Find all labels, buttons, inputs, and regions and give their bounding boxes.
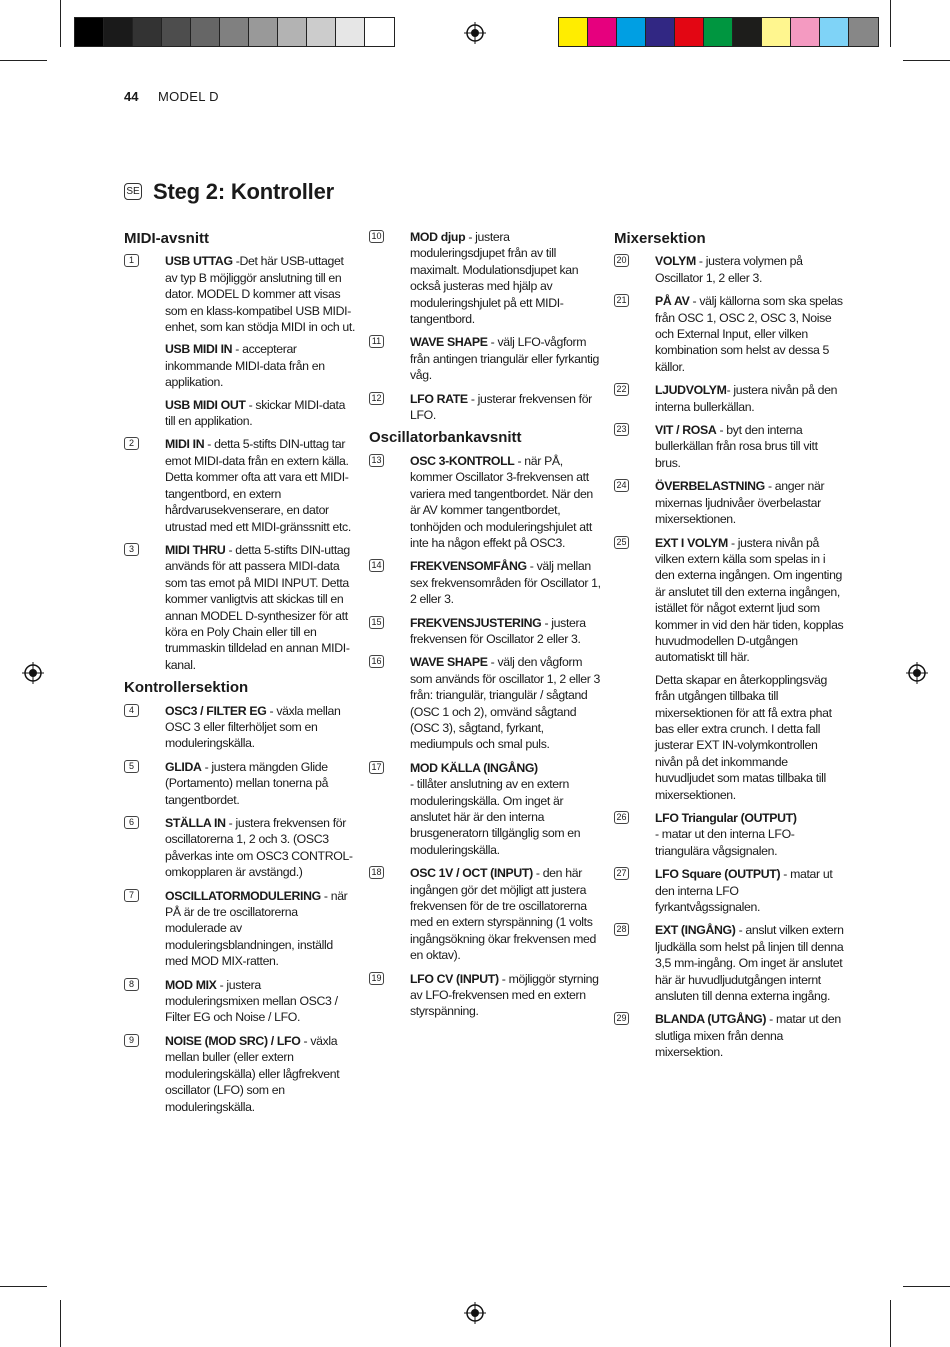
color-swatch	[191, 18, 220, 46]
item-number: 19	[369, 972, 384, 985]
item-text: - när PÅ är de tre oscillatorerna modulerade av moduleringsblandningen, inställd med MOD MIX-ratten.	[165, 888, 348, 969]
item-text: - matar ut den interna LFO-triangulära vågsignalen.	[655, 827, 795, 858]
list-item	[369, 391, 601, 424]
item-number: 9	[124, 1034, 139, 1047]
item-text: - justera frekvensen för Oscillator 2 eller 3.	[410, 615, 586, 646]
color-swatch	[249, 18, 278, 46]
item-number: 4	[124, 704, 139, 717]
item-keyword: WAVE SHAPE	[410, 335, 488, 350]
running-title: MODEL D	[158, 89, 219, 104]
crop-mark	[890, 1300, 891, 1347]
item-number: 12	[369, 392, 384, 405]
list-item	[614, 810, 846, 859]
color-swatch	[704, 18, 733, 46]
column-3	[614, 229, 846, 1068]
item-number: 23	[614, 423, 629, 436]
item-number: 22	[614, 383, 629, 396]
item-keyword: LJUDVOLYM	[655, 383, 727, 398]
item-keyword: EXT I VOLYM	[655, 535, 728, 550]
item-keyword: GLIDA	[165, 759, 202, 774]
item-number: 7	[124, 889, 139, 902]
list-item	[614, 1011, 846, 1060]
item-keyword: PÅ AV	[655, 294, 690, 309]
item-keyword: LFO Triangular (OUTPUT)	[655, 811, 797, 825]
item-number: 3	[124, 543, 139, 556]
item-keyword: USB UTTAG	[165, 254, 233, 269]
item-number: 21	[614, 294, 629, 307]
item-number: 10	[369, 230, 384, 243]
item-text: - växla mellan OSC 3 eller filterhöljet som en moduleringskälla.	[165, 703, 341, 751]
list-item	[369, 453, 601, 551]
crop-mark	[0, 60, 47, 61]
item-text: - justerar frekvensen för LFO.	[410, 391, 592, 423]
item-text: - detta 5-stifts DIN-uttag används för att passera MIDI-data som tas emot på MIDI INPUT. Detta kommer vanligtvis att skickas till en annan MODEL D-synthesizer för att köra en Poly Chain eller till en trummaskin tilldelad en annan MIDI-kanal.	[165, 542, 350, 672]
crop-mark	[890, 0, 891, 47]
item-keyword: LFO RATE	[410, 391, 468, 406]
item-text: - anslut vilken extern ljudkälla som helst på linjen till denna 3,5 mm-ingång. Om inget är anslutet här är huvudljudutgången internt ansluten till denna externa ingång.	[655, 923, 844, 1004]
item-text: - när PÅ, kommer Oscillator 3-frekvensen att variera med tangentbordet. När den är AV kommer tangentbordet, tonhöjden och moduleringshjulet att inte ha någon effekt på OSC3.	[410, 453, 593, 550]
list-item	[614, 922, 846, 1004]
color-swatch	[733, 18, 762, 46]
color-swatch	[675, 18, 704, 46]
item-keyword: WAVE SHAPE	[410, 655, 488, 670]
item-number: 27	[614, 867, 629, 880]
registration-mark-icon	[464, 22, 486, 44]
list-item	[124, 888, 356, 970]
list-item	[124, 253, 356, 429]
item-keyword: ÖVERBELASTNING	[655, 479, 765, 494]
section-heading: MIDI-avsnitt	[124, 230, 210, 247]
item-number: 24	[614, 479, 629, 492]
item-text: - matar ut den interna LFO fyrkantvågssignalen.	[655, 867, 833, 915]
item-keyword: MOD djup	[410, 230, 466, 244]
registration-mark-icon	[464, 1302, 486, 1324]
column-2	[369, 229, 601, 1027]
list-item	[614, 478, 846, 527]
list-item	[369, 615, 601, 648]
registration-mark-icon	[906, 662, 928, 684]
registration-mark-icon	[22, 662, 44, 684]
list-item	[614, 422, 846, 471]
crop-mark	[903, 1286, 950, 1287]
item-number: 29	[614, 1012, 629, 1025]
item-number: 2	[124, 437, 139, 450]
color-swatch	[162, 18, 191, 46]
item-text: - accepterar inkommande MIDI-data från en applikation.	[165, 342, 325, 390]
color-swatch	[336, 18, 365, 46]
item-keyword: FREKVENSJUSTERING	[410, 615, 542, 630]
item-text: - tillåter anslutning av en extern moduleringskälla. Om inget är anslutet här är den interna brusgeneratorn tillgänglig som en moduleringskälla.	[410, 777, 581, 857]
item-keyword: OSC 3-KONTROLL	[410, 453, 515, 468]
list-item	[124, 703, 356, 752]
item-keyword: MIDI IN	[165, 437, 205, 452]
list-item	[124, 542, 356, 673]
item-text: Detta skapar en återkopplingsväg från utgången tillbaka till mixersektionen för att få extra phat bas eller extra crunch. I detta fall justerar EXT IN-volymkontrollen nivån på det inkommande huvudljudet som matas tillbaka till mixersektionen.	[655, 672, 832, 802]
item-keyword: USB MIDI OUT	[165, 397, 246, 412]
list-item	[614, 866, 846, 915]
list-item	[124, 436, 356, 534]
item-number: 13	[369, 454, 384, 467]
item-text: - justera mängden Glide (Portamento) mellan tonerna på tangentbordet.	[165, 759, 329, 807]
color-swatch	[559, 18, 588, 46]
color-swatch	[104, 18, 133, 46]
item-text: - justera volymen på Oscillator 1, 2 eller 3.	[655, 254, 803, 285]
item-number: 14	[369, 559, 384, 572]
list-item	[369, 971, 601, 1020]
item-keyword: OSC 1V / OCT (INPUT)	[410, 866, 533, 881]
item-number: 1	[124, 254, 139, 267]
section-heading: Mixersektion	[614, 230, 706, 247]
item-keyword: MIDI THRU	[165, 542, 226, 557]
item-number: 25	[614, 536, 629, 549]
list-item	[369, 760, 601, 858]
list-item	[614, 382, 846, 415]
item-keyword: OSCILLATORMODULERING	[165, 888, 321, 903]
list-item	[124, 815, 356, 881]
item-keyword: VIT / ROSA	[655, 423, 717, 438]
crop-mark	[60, 0, 61, 47]
item-number: 5	[124, 760, 139, 773]
item-number: 20	[614, 254, 629, 267]
crop-mark	[0, 1286, 47, 1287]
item-number: 6	[124, 816, 139, 829]
item-text: - möjliggör styrning av LFO-frekvensen med en extern styrspänning.	[410, 971, 599, 1019]
item-number: 26	[614, 811, 629, 824]
item-keyword: MOD KÄLLA (INGÅNG)	[410, 760, 538, 775]
item-text: -Det här USB-uttaget av typ B möjliggör anslutning till en dator. MODEL D kommer att visas som en klass-kompatibel USB MIDI-enhet, som kan stödja MIDI in och ut.	[165, 254, 356, 335]
list-item	[369, 229, 601, 327]
section-heading: Kontrollersektion	[124, 679, 249, 697]
color-swatch	[849, 18, 878, 46]
crop-mark	[60, 1300, 61, 1347]
item-text: - justera moduleringsdjupet från av till maximalt. Modulationsdjupet kan också justeras med hjälp av moduleringshjulet på ett MIDI-tangentbord.	[410, 230, 579, 327]
item-number: 11	[369, 335, 384, 348]
color-swatch	[646, 18, 675, 46]
list-item	[614, 253, 846, 286]
list-item	[124, 977, 356, 1026]
item-text: - välj den vågform som används för oscillator 1, 2 eller 3 från: triangulär, triangulär / sågtand (OSC 1 och 2), omvänd sågtand (OSC 3), sågtand, fyrkant, mediumpuls och smal puls.	[410, 655, 601, 752]
color-swatch	[307, 18, 336, 46]
list-item	[369, 558, 601, 607]
page-number: 44	[124, 89, 139, 104]
color-bar	[558, 17, 879, 47]
list-item	[124, 759, 356, 808]
item-keyword: LFO Square (OUTPUT)	[655, 867, 781, 882]
item-text: - växla mellan buller (eller extern moduleringskälla) eller lågfrekvent oscillator (LFO) som en moduleringskälla.	[165, 1033, 340, 1114]
color-swatch	[75, 18, 104, 46]
item-keyword: NOISE (MOD SRC) / LFO	[165, 1033, 301, 1048]
item-number: 16	[369, 655, 384, 668]
item-number: 18	[369, 866, 384, 879]
item-text: - justera frekvensen för oscillatorerna 1, 2 och 3. (OSC3 påverkas inte om OSC3 CONTROL-omkopplaren är avstängd.)	[165, 816, 353, 880]
item-text: - anger när mixernas ljudnivåer överbelastar mixersektionen.	[655, 479, 825, 527]
grayscale-bar	[74, 17, 395, 47]
color-swatch	[762, 18, 791, 46]
color-swatch	[220, 18, 249, 46]
list-item	[369, 865, 601, 963]
item-number: 15	[369, 616, 384, 629]
list-item	[369, 334, 601, 383]
item-number: 8	[124, 978, 139, 991]
crop-mark	[903, 60, 950, 61]
item-text: - detta 5-stifts DIN-uttag tar emot MIDI-data från en extern källa. Detta kommer ofta att vara ett MIDI-tangentbord, en extern hårdvarusekvenserare, en dator utrustad med ett MIDI-gränssnitt etc.	[165, 437, 351, 534]
list-item	[614, 293, 846, 375]
list-item	[369, 654, 601, 752]
color-swatch	[791, 18, 820, 46]
color-swatch	[588, 18, 617, 46]
item-keyword: VOLYM	[655, 254, 696, 269]
list-item	[614, 535, 846, 804]
item-text: - välj källorna som ska spelas från OSC 1, OSC 2, OSC 3, Noise och External Input, eller vilken kombination som helst av dessa 5 källor.	[655, 294, 843, 374]
item-keyword: BLANDA (UTGÅNG)	[655, 1012, 767, 1027]
item-keyword: USB MIDI IN	[165, 342, 233, 357]
item-keyword: FREKVENSOMFÅNG	[410, 559, 527, 574]
item-keyword: MOD MIX	[165, 977, 217, 992]
item-keyword: EXT (INGÅNG)	[655, 923, 736, 938]
color-swatch	[820, 18, 849, 46]
item-text: - skickar MIDI-data till en applikation.	[165, 397, 346, 429]
item-text: - välj mellan sex frekvensområden för Oscillator 1, 2 eller 3.	[410, 559, 601, 607]
item-text: - justera nivån på vilken extern källa som spelas in i den externa ingången. Om ingenting är anslutet till den externa ingången, istället för något externt ljud som kommer in vid den här tiden, kopplas huvudmodellen D-utgången automatiskt till här.	[655, 535, 844, 665]
item-text: - matar ut den slutliga mixen från denna mixersektion.	[655, 1012, 841, 1060]
item-keyword: STÄLLA IN	[165, 816, 226, 830]
item-number: 28	[614, 923, 629, 936]
column-1	[124, 229, 356, 1122]
color-swatch	[617, 18, 646, 46]
color-swatch	[133, 18, 162, 46]
color-swatch	[278, 18, 307, 46]
color-swatch	[365, 18, 394, 46]
item-text: - byt den interna bullerkällan från rosa brus till vitt brus.	[655, 423, 818, 470]
item-text: - justera nivån på den interna bullerkällan.	[655, 383, 838, 414]
page-title: Steg 2: Kontroller	[153, 179, 334, 204]
item-text: - justera moduleringsmixen mellan OSC3 / Filter EG och Noise / LFO.	[165, 977, 338, 1025]
section-heading: Oscillatorbankavsnitt	[369, 429, 522, 447]
item-keyword: OSC3 / FILTER EG	[165, 703, 267, 718]
language-badge: SE	[124, 183, 142, 200]
item-text: - välj LFO-vågform från antingen triangulär eller fyrkantig våg.	[410, 335, 600, 383]
item-number: 17	[369, 761, 384, 774]
item-text: - den här ingången gör det möjligt att justera frekvensen för de tre oscillatorerna med en extern styrspänning (1 volts ingångsökning ökar frekvensen med en oktav).	[410, 866, 597, 963]
list-item	[124, 1033, 356, 1115]
item-keyword: LFO CV (INPUT)	[410, 971, 499, 986]
